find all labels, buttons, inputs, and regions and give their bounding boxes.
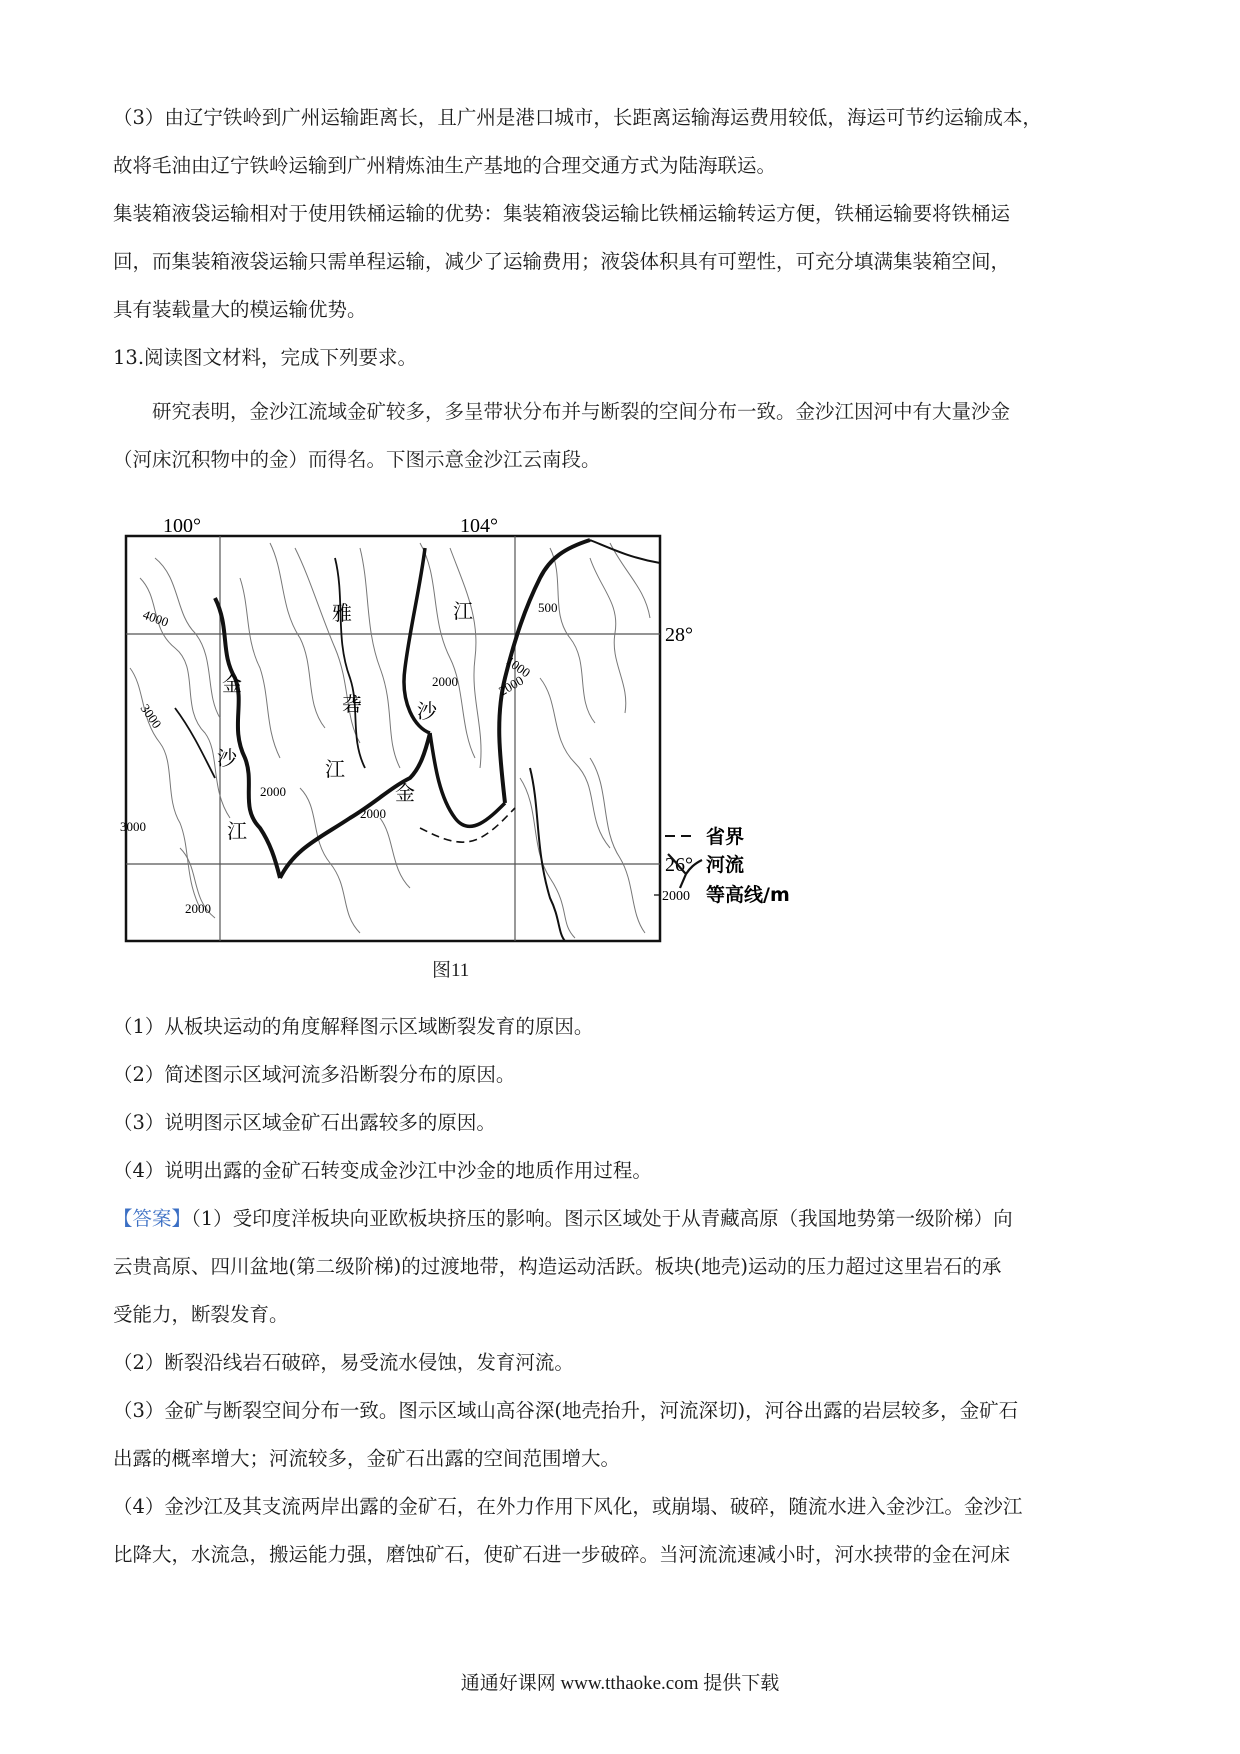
lon-label: 100° <box>163 518 201 537</box>
map-frame <box>126 536 660 941</box>
contour-label: 2000 <box>496 672 527 699</box>
answer-text: （1）受印度洋板块向亚欧板块挤压的影响。图示区域处于从青藏高原（我国地势第一级阶梯）向 <box>191 1207 1013 1230</box>
answer-line <box>113 1195 1125 1243</box>
sub-question: （1）从板块运动的角度解释图示区域断裂发育的原因。 <box>113 1015 594 1038</box>
text-line: （3）由辽宁铁岭到广州运输距离长，且广州是港口城市，长距离运输海运费用较低，海运可节约运输成本， <box>113 106 1042 129</box>
answer-line: （4）金沙江及其支流两岸出露的金矿石，在外力作用下风化，或崩塌、破碎，随流水进入金沙江。金沙江 <box>113 1495 1023 1518</box>
answer-line: 比降大，水流急，搬运能力强，磨蚀矿石，使矿石进一步破碎。当河流流速减小时，河水挟带的金在河床 <box>113 1543 1011 1566</box>
text-line: 回，而集装箱液袋运输只需单程运输，减少了运输费用；液袋体积具有可塑性，可充分填满集装箱空间， <box>113 250 1011 273</box>
river-char: 江 <box>227 821 247 843</box>
sub-question: （4）说明出露的金矿石转变成金沙江中沙金的地质作用过程。 <box>113 1159 652 1182</box>
answer-line: （3）金矿与断裂空间分布一致。图示区域山高谷深(地壳抬升，河流深切)，河谷出露的岩层较多，金矿石 <box>113 1399 1019 1422</box>
legend-contour-label: 等高线/m <box>706 884 790 906</box>
contour-label: 500 <box>538 600 558 615</box>
previous-answer <box>113 94 1125 382</box>
map-figure <box>120 518 920 958</box>
text-line: 具有装载量大的模运输优势。 <box>113 298 367 321</box>
river-char: 江 <box>325 759 345 781</box>
material-line: 研究表明，金沙江流域金矿较多，多呈带状分布并与断裂的空间分布一致。金沙江因河中有大量沙金 <box>152 400 1011 423</box>
lon-label: 104° <box>460 518 498 537</box>
contour-label: 4000 <box>140 606 171 630</box>
question-title: 13.阅读图文材料，完成下列要求。 <box>113 346 418 369</box>
legend-contour-sample: 2000 <box>662 889 690 904</box>
page-footer: 通通好课网 www.tthaoke.com 提供下载 <box>460 1673 780 1694</box>
contour-label: 3000 <box>120 819 146 834</box>
text-line: 集装箱液袋运输相对于使用铁桶运输的优势：集装箱液袋运输比铁桶运输转运方便，铁桶运输要将铁桶运 <box>113 202 1011 225</box>
contour-label: 2000 <box>360 806 386 821</box>
answer-line: （2）断裂沿线岩石破碎，易受流水侵蚀，发育河流。 <box>113 1351 574 1374</box>
answer-line: 出露的概率增大；河流较多，金矿石出露的空间范围增大。 <box>113 1447 621 1470</box>
contour-label: 2000 <box>185 901 211 916</box>
legend-river-label: 河流 <box>706 854 745 876</box>
contour-label: 1000 <box>503 653 534 681</box>
legend-border-label: 省界 <box>706 826 745 848</box>
answer-line: 云贵高原、四川盆地(第二级阶梯)的过渡地带，构造运动活跃。板块(地壳)运动的压力超过这里岩石的承 <box>113 1255 1002 1278</box>
contour-label: 2000 <box>432 674 458 689</box>
river-char: 金 <box>222 674 242 696</box>
answer-tag: 【答案】 <box>113 1207 192 1230</box>
contour-label: 2000 <box>260 784 286 799</box>
river-char: 沙 <box>417 701 437 723</box>
lat-label: 28° <box>665 624 693 646</box>
river-char: 沙 <box>217 748 237 770</box>
river-char: 江 <box>453 601 473 623</box>
answer-line: 受能力，断裂发育。 <box>113 1303 289 1326</box>
figure-caption: 图11 <box>432 960 470 981</box>
sub-question: （3）说明图示区域金矿石出露较多的原因。 <box>113 1111 496 1134</box>
material-line: （河床沉积物中的金）而得名。下图示意金沙江云南段。 <box>113 448 601 471</box>
question-material <box>113 388 1125 484</box>
lat-label: 26° <box>665 854 693 876</box>
text-line: 故将毛油由辽宁铁岭运输到广州精炼油生产基地的合理交通方式为陆海联运。 <box>113 154 777 177</box>
river-char: 雅 <box>332 603 352 625</box>
contour-label: 3000 <box>137 701 165 732</box>
sub-questions <box>113 1003 1125 1195</box>
river-char: 金 <box>395 783 415 805</box>
answer-section <box>113 1195 1125 1579</box>
jinsha-river-map <box>120 518 920 958</box>
river-char: 砻 <box>342 694 362 716</box>
sub-question: （2）简述图示区域河流多沿断裂分布的原因。 <box>113 1063 516 1086</box>
